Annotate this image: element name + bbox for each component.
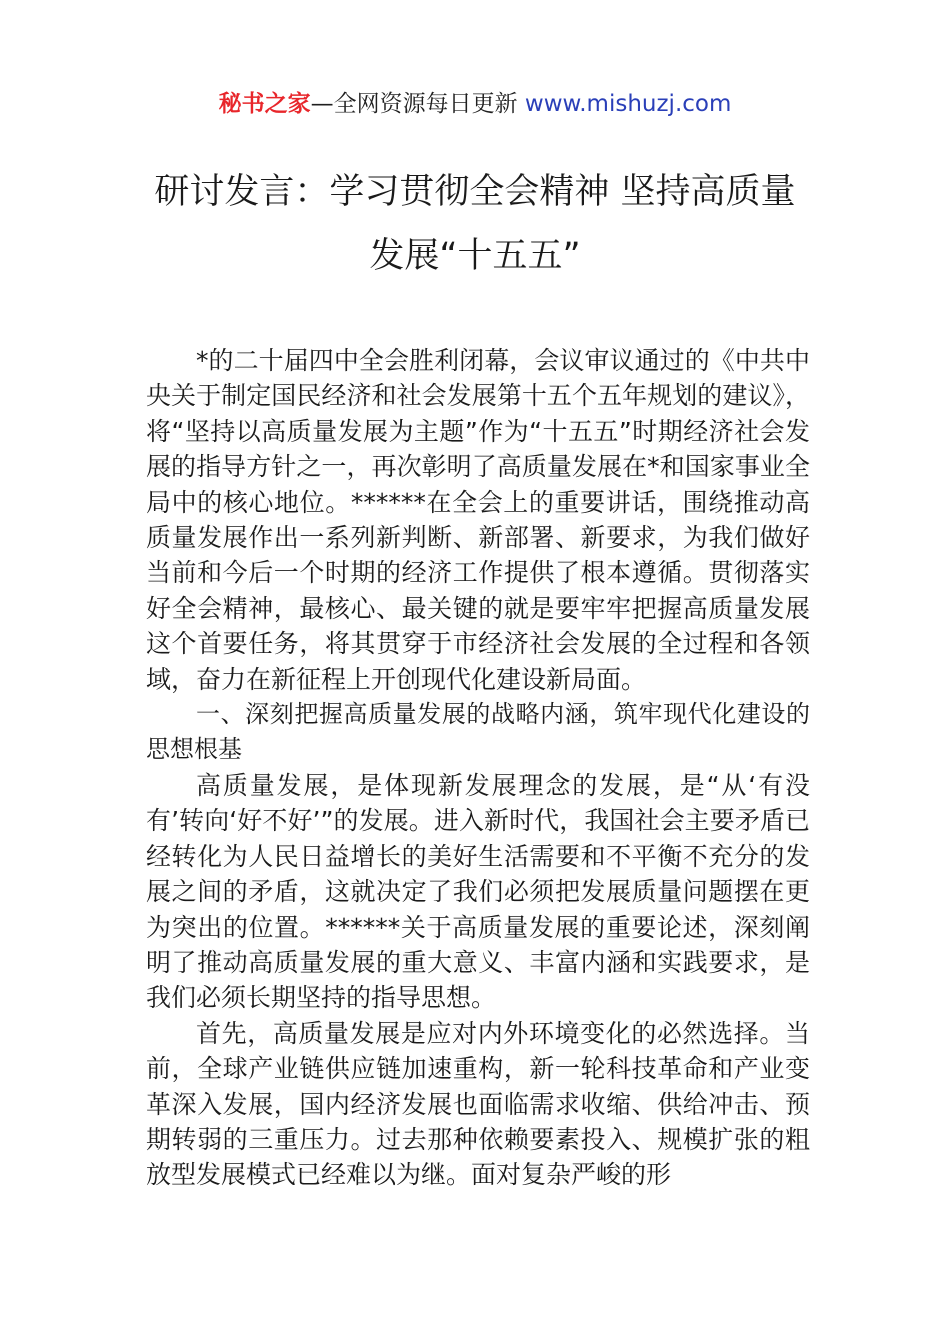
site-url-link[interactable]: www.mishuzj.com	[524, 91, 732, 117]
document-title	[60, 160, 890, 288]
title-line-2: 发展“十五五”	[369, 236, 581, 276]
site-header	[0, 86, 950, 122]
document-body	[146, 343, 810, 1193]
brand-name: 秘书之家	[218, 91, 311, 117]
title-line-1: 研讨发言：学习贯彻全会精神 坚持高质量	[154, 172, 796, 212]
section-heading-1: 一、深刻把握高质量发展的战略内涵，筑牢现代化建设的思想根基	[146, 700, 810, 764]
paragraph-quality-development: 高质量发展，是体现新发展理念的发展，是“从‘有没有’转向‘好不好’”的发展。进入新时代，我国社会主要矛盾已经转化为人民日益增长的美好生活需要和不平衡不充分的发展之间的矛盾，这就决定了我们必须把发展质量问题摆在更为突出的位置。******关于高质量发展的重要论述，深刻阐明了推动高质量发展的重大意义、丰富内涵和实践要求，是我们必须长期坚持的指导思想。	[146, 770, 810, 1013]
paragraph-intro: *的二十届四中全会胜利闭幕，会议审议通过的《中共中央关于制定国民经济和社会发展第十五个五年规划的建议》，将“坚持以高质量发展为主题”作为“十五五”时期经济社会发展的指导方针之一，再次彰明了高质量发展在*和国家事业全局中的核心地位。******在全会上的重要讲话，围绕推动高质量发展作出一系列新判断、新部署、新要求，为我们做好当前和今后一个时期的经济工作提供了根本遵循。贯彻落实好全会精神，最核心、最关键的就是要牢牢把握高质量发展这个首要任务，将其贯穿于市经济社会发展的全过程和各领域，奋力在新征程上开创现代化建设新局面。	[146, 346, 810, 694]
paragraph-first-point: 首先，高质量发展是应对内外环境变化的必然选择。当前，全球产业链供应链加速重构，新一轮科技革命和产业变革深入发展，国内经济发展也面临需求收缩、供给冲击、预期转弱的三重压力。过去那种依赖要素投入、规模扩张的粗放型发展模式已经难以为继。面对复杂严峻的形	[146, 1018, 810, 1190]
header-tagline: —全网资源每日更新	[310, 91, 525, 117]
